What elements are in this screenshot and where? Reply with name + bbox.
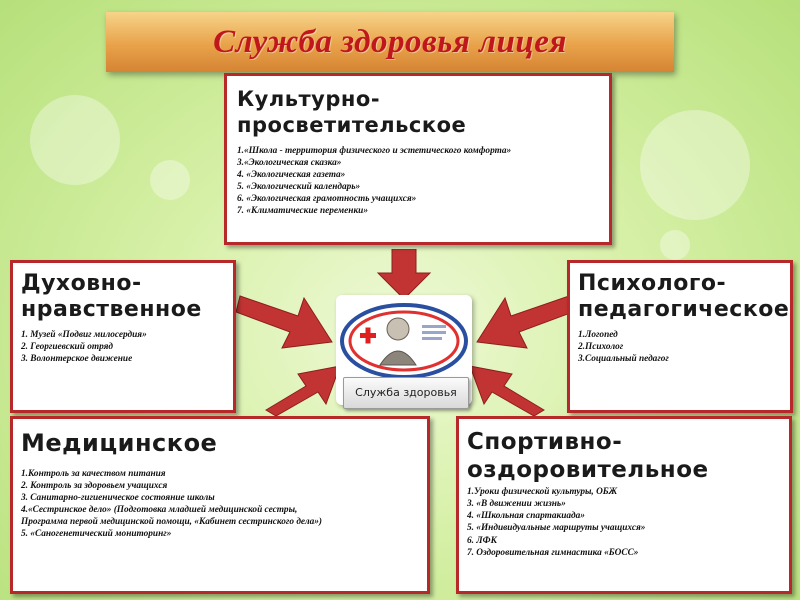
list-item: 5. «Саногенетический мониторинг»	[21, 529, 172, 540]
title-banner	[106, 12, 674, 72]
box-heading: Спортивно-оздоровительное	[467, 429, 709, 483]
list-item: 1.Контроль за качеством питания	[21, 468, 166, 479]
center-label: Служба здоровья	[343, 377, 469, 409]
list-item: 1. Музей «Подвиг милосердия»	[21, 329, 147, 340]
item-list	[237, 145, 599, 217]
list-item: 3. «В движении жизнь»	[467, 499, 566, 510]
item-list	[21, 329, 225, 365]
box-psychological-pedagogical	[567, 260, 793, 413]
health-service-emblem-icon	[336, 299, 472, 385]
box-medical	[10, 416, 430, 594]
background-bubble	[30, 95, 120, 185]
arrow-from-left-bottom	[262, 360, 342, 416]
list-item: 3. Волонтерское движение	[21, 354, 133, 365]
list-item: 2.Психолог	[578, 341, 624, 352]
box-heading: Духовно-нравственное	[21, 271, 202, 322]
list-item: 2. Георгиевский отряд	[21, 341, 114, 352]
background-bubble	[640, 110, 750, 220]
list-item: 1.Уроки физической культуры, ОБЖ	[467, 487, 618, 498]
item-list	[467, 486, 781, 558]
background-bubble	[150, 160, 190, 200]
list-item: 1.«Школа - территория физического и эстетического комфорта»	[237, 145, 512, 156]
arrow-from-left-top	[236, 282, 336, 354]
box-spiritual-moral	[10, 260, 236, 413]
arrow-from-right-top	[473, 282, 573, 354]
list-item: 4. «Школьная спартакиада»	[467, 511, 585, 522]
list-item: 1.Логопед	[578, 329, 618, 340]
list-item: 6. ЛФК	[467, 535, 497, 546]
box-heading: Психолого-педагогическое	[578, 271, 790, 322]
page-title: Служба здоровья лицея	[213, 23, 567, 60]
list-item: 3. Санитарно-гигиеническое состояние школы	[21, 492, 215, 503]
list-item: 4. «Экологическая газета»	[237, 169, 346, 180]
background-bubble	[660, 230, 690, 260]
list-item: 2. Контроль за здоровьем учащихся	[21, 480, 168, 491]
box-heading: Медицинское	[21, 429, 218, 457]
arrow-from-right-bottom	[468, 360, 548, 416]
list-item: 3.Социальный педагог	[578, 354, 669, 365]
list-item: Программа первой медицинской помощи, «Кабинет сестринского дела»)	[21, 517, 322, 528]
list-item: 7. «Климатические переменки»	[237, 205, 368, 216]
list-item: 4.«Сестринское дело» (Подготовка младшей медицинской сестры,	[21, 505, 298, 516]
list-item: 5. «Экологический календарь»	[237, 181, 361, 192]
list-item: 6. «Экологическая грамотность учащихся»	[237, 193, 417, 204]
list-item: 5. «Индивидуальные маршруты учащихся»	[467, 523, 646, 534]
box-sport-health	[456, 416, 792, 594]
box-cultural-educational	[224, 73, 612, 245]
item-list	[21, 468, 419, 540]
item-list	[578, 329, 782, 365]
box-heading: Культурно-просветительское	[237, 87, 467, 138]
list-item: 7. Оздоровительная гимнастика «БОСС»	[467, 547, 639, 558]
list-item: 3.«Экологическая сказка»	[237, 157, 342, 168]
arrow-from-top	[376, 249, 432, 301]
